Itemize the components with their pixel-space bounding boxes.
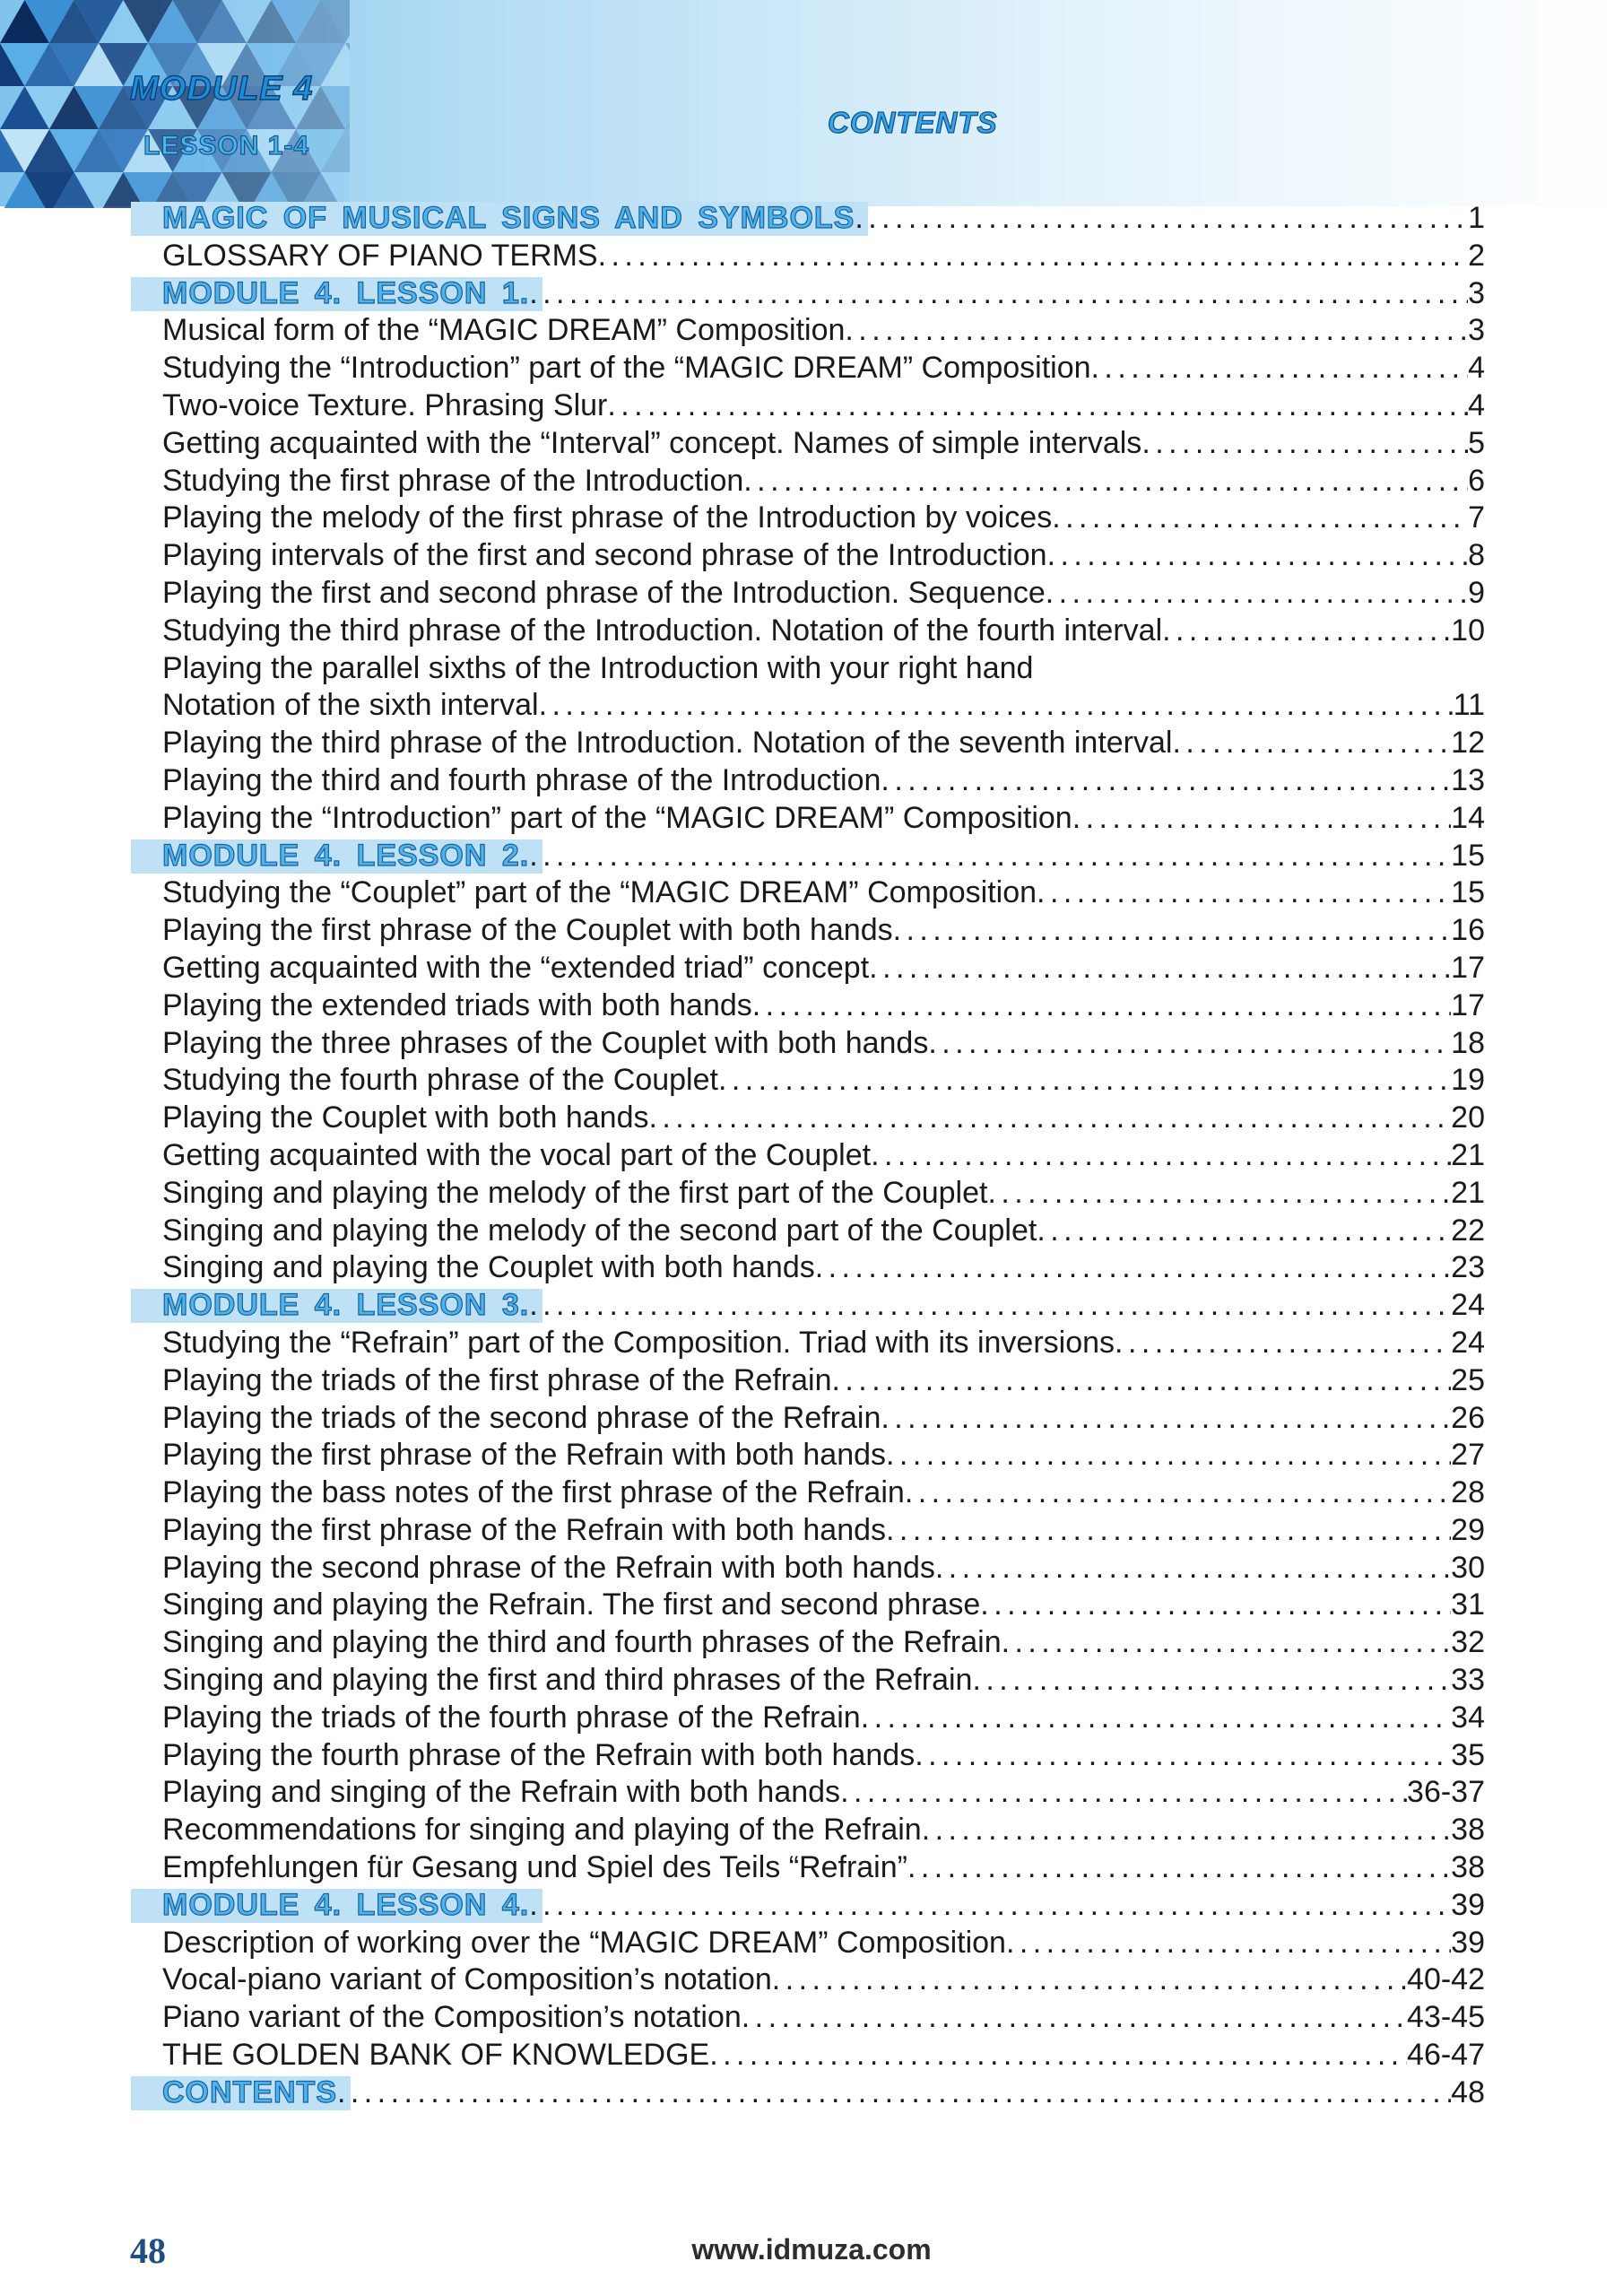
toc-entry[interactable] — [162, 950, 1485, 987]
dot-leader — [855, 200, 1468, 238]
toc-entry-title: Singing and playing the Couplet with both hands — [162, 1250, 815, 1285]
dot-leader — [907, 1849, 1451, 1887]
toc-entry[interactable] — [162, 1025, 1485, 1063]
website-link[interactable]: www.idmuza.com — [691, 2233, 932, 2266]
toc-entry-page: 39 — [1451, 1887, 1485, 1922]
toc-entry-title: Studying the “Introduction” part of the “MAGIC DREAM” Composition — [162, 351, 1091, 386]
dot-leader — [529, 1887, 1451, 1925]
toc-entry[interactable] — [162, 1100, 1485, 1137]
toc-entry[interactable] — [162, 1400, 1485, 1438]
toc-entry[interactable] — [162, 1812, 1485, 1849]
toc-section-heading[interactable] — [162, 838, 1485, 875]
dot-leader — [742, 1999, 1407, 2037]
toc-entry-title: Recommendations for singing and playing of the Refrain — [162, 1813, 922, 1848]
dot-leader — [1115, 1325, 1451, 1362]
toc-entry-title: Singing and playing the melody of the second part of the Couplet — [162, 1213, 1037, 1248]
dot-leader — [840, 1774, 1407, 1812]
dot-leader — [1047, 537, 1468, 575]
toc-entry-title: Studying the fourth phrase of the Couplet — [162, 1063, 718, 1098]
toc-entry[interactable] — [162, 312, 1485, 350]
toc-entry-page: 15 — [1451, 838, 1485, 873]
toc-entry[interactable] — [162, 1662, 1485, 1700]
dot-leader — [869, 950, 1451, 987]
toc-entry-page: 3 — [1468, 313, 1485, 348]
toc-entry-title: Studying the “Couplet” part of the “MAGIC DREAM” Composition — [162, 875, 1037, 910]
dot-leader — [861, 1700, 1451, 1737]
toc-entry-page: 38 — [1451, 1813, 1485, 1848]
page-number: 48 — [130, 2231, 166, 2271]
toc-entry-page: 7 — [1468, 500, 1485, 535]
dot-leader — [1052, 500, 1468, 537]
toc-entry-page: 40-42 — [1407, 1962, 1485, 1997]
toc-entry[interactable] — [162, 350, 1485, 387]
toc-entry-page: 14 — [1451, 800, 1485, 835]
dot-leader — [1037, 874, 1451, 912]
toc-entry-page: 27 — [1451, 1438, 1485, 1473]
dot-leader — [1006, 1925, 1451, 1962]
dot-leader — [928, 1025, 1451, 1063]
toc-entry[interactable] — [162, 1062, 1485, 1100]
toc-entry-page: 8 — [1468, 538, 1485, 573]
toc-entry-page: 5 — [1468, 425, 1485, 460]
toc-entry-page: 35 — [1451, 1737, 1485, 1772]
toc-entry-title: Playing the bass notes of the first phrase of the Refrain — [162, 1475, 905, 1510]
lesson-title: LESSON 1-4 — [143, 131, 310, 161]
toc-entry-title: Singing and playing the melody of the first part of the Couplet — [162, 1175, 988, 1210]
toc-entry-page: 26 — [1451, 1400, 1485, 1435]
toc-entry-page: 39 — [1451, 1925, 1485, 1960]
toc-entry-title: MAGIC OF MUSICAL SIGNS AND SYMBOLS — [162, 201, 855, 235]
toc-entry-title: Description of working over the “MAGIC DREAM” Composition — [162, 1925, 1006, 1960]
toc-section-heading[interactable] — [162, 1287, 1485, 1325]
toc-entry[interactable] — [162, 537, 1485, 575]
toc-section-heading[interactable] — [162, 1887, 1485, 1925]
toc-entry-title: Piano variant of the Composition’s notation — [162, 2000, 742, 2035]
toc-entry-title: Two-voice Texture. Phrasing Slur — [162, 387, 608, 422]
toc-entry-title: Empfehlungen für Gesang und Spiel des Teils “Refrain” — [162, 1850, 907, 1885]
dot-leader — [752, 987, 1451, 1025]
dot-leader — [648, 1100, 1451, 1137]
dot-leader — [815, 1249, 1451, 1287]
toc-entry-title: Studying the “Refrain” part of the Composition. Triad with its inversions — [162, 1325, 1115, 1360]
toc-entry[interactable] — [162, 987, 1485, 1025]
toc-entry[interactable] — [162, 874, 1485, 912]
toc-entry[interactable] — [162, 613, 1485, 650]
dot-leader — [1046, 575, 1468, 613]
toc-entry-page: 19 — [1451, 1063, 1485, 1098]
toc-entry[interactable] — [162, 912, 1485, 950]
dot-leader — [922, 1812, 1451, 1849]
toc-entry-title: Getting acquainted with the “Interval” concept. Names of simple intervals — [162, 425, 1142, 460]
dot-leader — [709, 2037, 1407, 2074]
dot-leader — [893, 912, 1452, 950]
dot-leader — [718, 1062, 1451, 1100]
toc-entry[interactable] — [162, 650, 1485, 688]
toc-entry-page: 31 — [1451, 1587, 1485, 1622]
toc-entry-title: Playing the “Introduction” part of the “MAGIC DREAM” Composition — [162, 800, 1072, 835]
dot-leader — [1037, 1213, 1451, 1250]
dot-leader — [845, 312, 1468, 350]
toc-entry-title: Playing the first phrase of the Refrain with both hands — [162, 1438, 887, 1473]
toc-entry-page: 12 — [1451, 726, 1485, 761]
dot-leader — [598, 238, 1468, 275]
toc-entry[interactable] — [162, 1587, 1485, 1624]
toc-entry-title: Playing the triads of the first phrase of the Refrain — [162, 1362, 832, 1397]
toc-entry[interactable] — [162, 2037, 1485, 2074]
toc-entry-page: 21 — [1451, 1175, 1485, 1210]
toc-entry-title: Playing the first phrase of the Refrain with both hands — [162, 1512, 887, 1547]
toc-entry-page: 10 — [1451, 613, 1485, 648]
toc-entry[interactable] — [162, 575, 1485, 613]
toc-entry[interactable] — [162, 1362, 1485, 1400]
toc-entry-title: GLOSSARY OF PIANO TERMS — [162, 238, 598, 273]
toc-entry-page: 18 — [1451, 1025, 1485, 1060]
dot-leader — [772, 1961, 1407, 1999]
toc-entry-title: Singing and playing the third and fourth phrases of the Refrain — [162, 1625, 1002, 1660]
toc-entry-page: 2 — [1468, 238, 1485, 273]
toc-entry[interactable] — [162, 1774, 1485, 1812]
dot-leader — [905, 1474, 1451, 1512]
toc-entry-title: MODULE 4. LESSON 1. — [162, 275, 530, 310]
toc-section-heading[interactable] — [162, 2074, 1485, 2112]
toc-entry-page: 4 — [1468, 387, 1485, 422]
toc-entry[interactable] — [162, 1925, 1485, 1962]
toc-entry-page: 13 — [1451, 762, 1485, 797]
toc-entry-page: 11 — [1453, 688, 1485, 723]
toc-entry[interactable] — [162, 425, 1485, 463]
dot-leader — [1172, 725, 1451, 762]
toc-entry[interactable] — [162, 762, 1485, 800]
toc-entry-page: 21 — [1451, 1137, 1485, 1172]
toc-entry-page: 9 — [1468, 575, 1485, 610]
toc-entry-page: 17 — [1451, 950, 1485, 985]
toc-entry[interactable] — [162, 1737, 1485, 1775]
toc-entry-page: 23 — [1451, 1250, 1485, 1285]
toc-entry-page: 48 — [1451, 2074, 1485, 2109]
toc-entry-page: 16 — [1451, 913, 1485, 948]
dot-leader — [529, 275, 1468, 313]
toc-entry-page: 38 — [1451, 1850, 1485, 1885]
toc-section-heading[interactable] — [162, 200, 1485, 238]
toc-entry-title: Singing and playing the first and third phrases of the Refrain — [162, 1663, 973, 1698]
toc-entry[interactable] — [162, 1999, 1485, 2037]
module-title: MODULE 4 — [130, 70, 314, 108]
toc-entry-page: 34 — [1451, 1700, 1485, 1735]
toc-entry[interactable] — [162, 800, 1485, 838]
dot-leader — [935, 1550, 1451, 1587]
toc-entry-title: Musical form of the “MAGIC DREAM” Composition — [162, 313, 846, 348]
toc-entry-page: 22 — [1451, 1213, 1485, 1248]
dot-leader — [1002, 1624, 1452, 1662]
toc-entry-page: 29 — [1451, 1512, 1485, 1547]
toc-entry-page: 24 — [1451, 1288, 1485, 1323]
toc-entry-page: 1 — [1468, 201, 1485, 235]
toc-entry-page: 17 — [1451, 987, 1485, 1022]
toc-entry-title: Playing the first phrase of the Couplet with both hands — [162, 913, 893, 948]
dot-leader — [539, 687, 1454, 725]
toc-entry[interactable] — [162, 1137, 1485, 1175]
toc-entry-page: 33 — [1451, 1663, 1485, 1698]
toc-entry-page: 30 — [1451, 1550, 1485, 1585]
toc-entry-page: 25 — [1451, 1362, 1485, 1397]
toc-entry-title: Playing the triads of the second phrase of the Refrain — [162, 1400, 881, 1435]
toc-entry-title: Getting acquainted with the vocal part of the Couplet — [162, 1137, 872, 1172]
dot-leader — [529, 1287, 1451, 1325]
toc-entry[interactable] — [162, 1961, 1485, 1999]
toc-entry-page: 32 — [1451, 1625, 1485, 1660]
toc-entry-page: 24 — [1451, 1325, 1485, 1360]
toc-entry-title: MODULE 4. LESSON 2. — [162, 838, 530, 873]
dot-leader — [743, 463, 1468, 500]
toc-entry-title: MODULE 4. LESSON 4. — [162, 1887, 530, 1922]
toc-entry[interactable] — [162, 387, 1485, 425]
toc-entry[interactable] — [162, 1512, 1485, 1550]
toc-entry-title: Studying the first phrase of the Introduction — [162, 463, 744, 498]
toc-entry-title: Playing the second phrase of the Refrain with both hands — [162, 1550, 935, 1585]
toc-entry-page: 46-47 — [1407, 2038, 1485, 2073]
toc-entry[interactable] — [162, 1213, 1485, 1250]
toc-entry[interactable] — [162, 1700, 1485, 1737]
toc-entry-title: Playing intervals of the first and second phrase of the Introduction — [162, 538, 1047, 573]
toc-entry-title: THE GOLDEN BANK OF KNOWLEDGE — [162, 2038, 710, 2073]
section-title: CONTENTS — [828, 106, 998, 139]
table-of-contents — [162, 200, 1485, 2112]
toc-entry[interactable] — [162, 1550, 1485, 1587]
dot-leader — [915, 1737, 1451, 1775]
dot-leader — [886, 1512, 1451, 1550]
toc-entry-title: Vocal-piano variant of Composition’s notation — [162, 1962, 772, 1997]
toc-entry[interactable] — [162, 463, 1485, 500]
toc-entry-title: Playing the Couplet with both hands — [162, 1100, 649, 1135]
toc-entry[interactable] — [162, 687, 1485, 725]
toc-entry[interactable] — [162, 238, 1485, 275]
toc-entry-title: Playing the melody of the first phrase of the Introduction by voices — [162, 500, 1053, 535]
toc-entry-title: Playing the third and fourth phrase of the Introduction — [162, 762, 881, 797]
toc-entry-title: Playing the third phrase of the Introduction. Notation of the seventh interval — [162, 726, 1173, 761]
dot-leader — [1091, 350, 1469, 387]
toc-entry-title: Playing the triads of the fourth phrase of the Refrain — [162, 1700, 861, 1735]
dot-leader — [871, 1137, 1451, 1175]
toc-entry-title: Singing and playing the Refrain. The first and second phrase — [162, 1587, 981, 1622]
toc-entry-page: 3 — [1468, 275, 1485, 310]
toc-entry-title: Playing and singing of the Refrain with both hands — [162, 1775, 841, 1810]
toc-entry-title: CONTENTS — [162, 2074, 337, 2109]
toc-entry[interactable] — [162, 500, 1485, 537]
toc-entry[interactable] — [162, 725, 1485, 762]
toc-entry-title: Playing the first and second phrase of the Introduction. Sequence — [162, 575, 1046, 610]
dot-leader — [972, 1662, 1451, 1700]
toc-entry[interactable] — [162, 1474, 1485, 1512]
toc-entry-title: Notation of the sixth interval — [162, 688, 539, 723]
toc-entry-title: Getting acquainted with the “extended triad” concept — [162, 950, 870, 985]
dot-leader — [1162, 613, 1451, 650]
toc-entry-page: 15 — [1451, 875, 1485, 910]
toc-entry-title: Playing the extended triads with both hands — [162, 987, 752, 1022]
toc-entry-title: Studying the third phrase of the Introduction. Notation of the fourth interval — [162, 613, 1163, 648]
toc-entry-page: 4 — [1468, 351, 1485, 386]
toc-entry-page: 20 — [1451, 1100, 1485, 1135]
toc-entry[interactable] — [162, 1624, 1485, 1662]
toc-entry-title: Playing the three phrases of the Couplet with both hands — [162, 1025, 929, 1060]
toc-entry-title: Playing the parallel sixths of the Introduction with your right hand — [162, 650, 1034, 685]
toc-entry[interactable] — [162, 1849, 1485, 1887]
dot-leader — [529, 838, 1451, 875]
dot-leader — [881, 1400, 1451, 1438]
toc-entry[interactable] — [162, 1249, 1485, 1287]
dot-leader — [881, 762, 1451, 800]
toc-entry-page: 43-45 — [1407, 2000, 1485, 2035]
dot-leader — [1141, 425, 1468, 463]
dot-leader — [337, 2074, 1451, 2112]
dot-leader — [886, 1437, 1451, 1474]
dot-leader — [832, 1362, 1452, 1400]
toc-entry[interactable] — [162, 1437, 1485, 1474]
dot-leader — [1072, 800, 1451, 838]
toc-entry-page: 28 — [1451, 1475, 1485, 1510]
toc-entry[interactable] — [162, 1325, 1485, 1362]
dot-leader — [607, 387, 1468, 425]
toc-entry-page: 6 — [1468, 463, 1485, 498]
dot-leader — [980, 1587, 1451, 1624]
toc-section-heading[interactable] — [162, 275, 1485, 313]
toc-entry-title: MODULE 4. LESSON 3. — [162, 1288, 530, 1323]
dot-leader — [987, 1175, 1451, 1213]
toc-entry[interactable] — [162, 1175, 1485, 1213]
toc-entry-title: Playing the fourth phrase of the Refrain with both hands — [162, 1737, 916, 1772]
toc-entry-page: 36-37 — [1407, 1775, 1485, 1810]
